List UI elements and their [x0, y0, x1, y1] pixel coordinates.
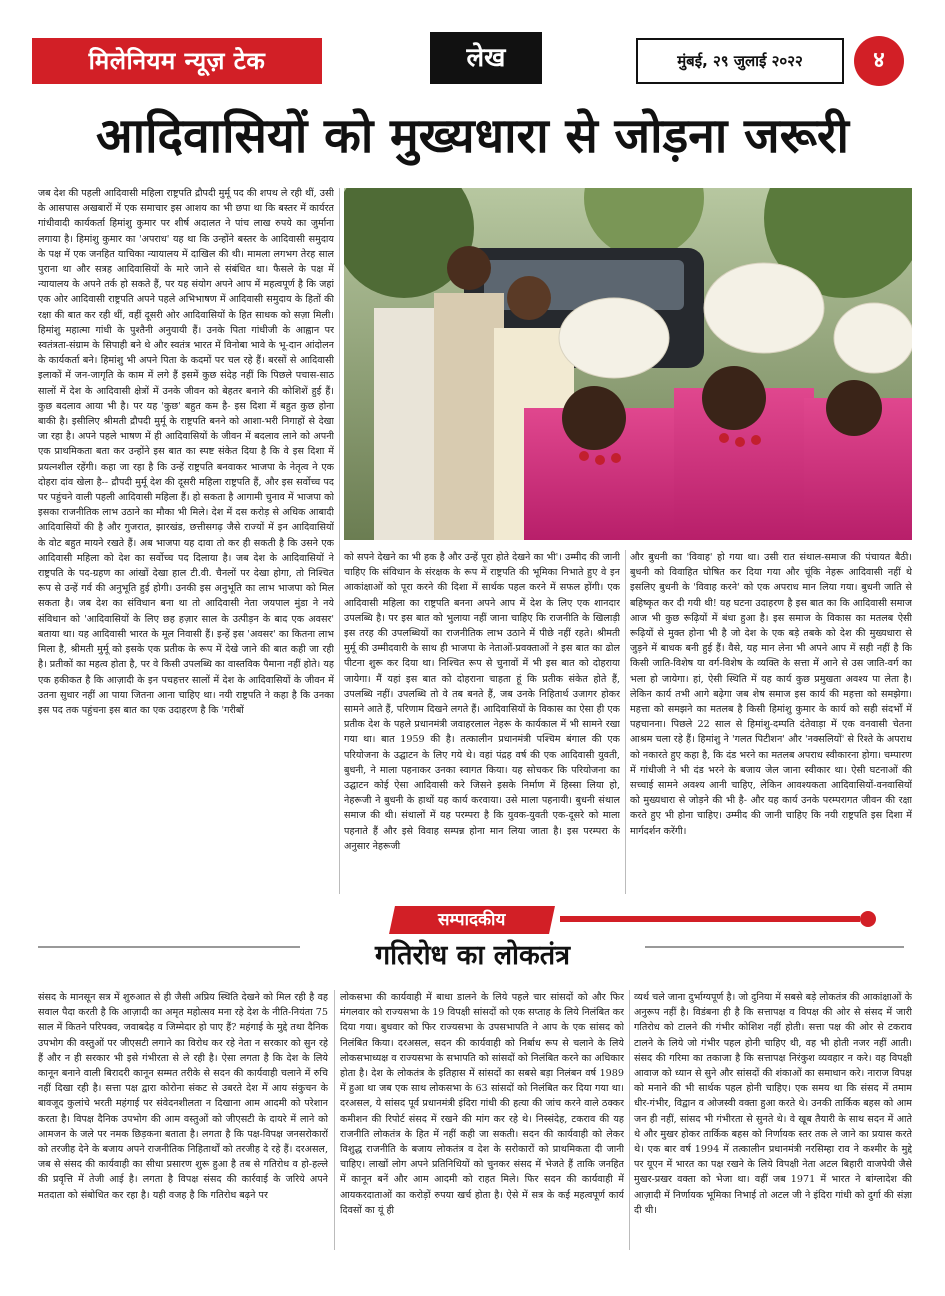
editorial-text: लोकसभा की कार्यवाही में बाधा डालने के लिये पहले चार सांसदों को और फिर मंगलवार को राज्यसभा के 19 विपक्षी सांसदों को एक सप्ताह के लिये निलंबित कर दिया गया। बुधवार को फिर राज्यसभा के उपसभापति ने आप के एक सांसद को निलंबित किया। दरअसल, सदन की कार्यवाही को निर्बाध रूप से चलाने के लिये लोकसभाध्यक्ष व राज्यसभा के सभापति को सांसदों को निलंबित करने का अधिकार होता है। देश के लोकतंत्र के इतिहास में सांसदों का सबसे बड़ा निलंबन वर्ष 1989 में हुआ था जब एक साथ लोकसभा के 63 सांसदों को निलंबित कर दिया गया था। दरअसल, ये सांसद पूर्व प्रधानमंत्री इंदिरा गांधी की हत्या की जांच करने वाले ठक्कर कमीशन की रिपोर्ट संसद में रखने की मांग कर रहे थे। निस्संदेह, टकराव की यह राजनीति लोकतंत्र के हित में नहीं कही जा सकती। सदन की कार्यवाही को लेकर विशुद्ध राजनीति के बजाय लोकतंत्र व देश के सरोकारों को प्राथमिकता दी जानी चाहिए। लाखों लोग अपने प्रतिनिधियों को चुनकर संसद में भेजते हैं ताकि जनहित में कानून बनें और आम आदमी को राहत मिले। फिर सदन की कार्यवाही में आयकरदाताओं का करोड़ों रुपया खर्च होता है। ऐसे में सत्र के कई महत्वपूर्ण कार्य दिवसों का यूं ही: [340, 992, 624, 1216]
dancers-photo-illustration: [344, 188, 912, 540]
article-column-1: [38, 186, 334, 894]
editorial-text: संसद के मानसून सत्र में शुरुआत से ही जैसी अप्रिय स्थिति देखने को मिल रही है वह सवाल पैदा करती है कि आज़ादी का अमृत महोत्सव मना रहे देश के नीति-नियंता 75 साल में कितने परिपक्व, जवाबदेह व जिम्मेदार हो पाए हैं? महंगाई के मुद्दे तथा दैनिक उपभोग की वस्तुओं पर जीएसटी लगाने का विरोध कर रहे नेता न सरकार को सुन रहे हैं और न ही सरकार भी इसे गंभीरता से ले रही है। ऐसा लगता है कि देश के लिये कानून बनाने वाली बिरादरी कानून सम्मत तरीके से सदन की कार्यवाही चलाने में रुचि नहीं दिखा रही है। सत्ता पक्ष द्वारा कोरोना संकट से उबरते देश में आय संकुचन के बावजूद कुलांचे भरती महंगाई पर संवेदनशीलता न दिखाना आम आदमी को परेशान करता है। विपक्ष दैनिक उपभोग की आम वस्तुओं को जीएसटी के दायरे में लाने को आमजन के जले पर नमक छिड़कना बताता है। लगता है कि पक्ष-विपक्ष जनसरोकारों को तरजीह देने के बजाय अपने राजनीतिक निहितार्थों को तरजीह दे रहे हैं। दरअसल, जब से संसद की कार्यवाही का सीधा प्रसारण शुरू हुआ है तब से गतिरोध व हो-हल्ले की प्रवृत्ति में तेजी आई है। लगता है विपक्ष संसद की कार्रवाई के जरिये अपने मतदाता को संबोधित कर रहा है। यही वजह है कि गतिरोध बढ़ने पर: [38, 992, 328, 1201]
page-number: ४: [854, 36, 904, 86]
news-photo: [344, 188, 912, 540]
article-text: जब देश की पहली आदिवासी महिला राष्ट्रपति द्रौपदी मुर्मू पद की शपथ ले रही थीं, उसी के आसपास अखबारों में एक समाचार इस आशय का भी छपा था कि बस्तर में कार्यरत गांधीवादी कार्यकर्ता हिमांशु कुमार पर शीर्ष अदालत ने पांच लाख रुपये का जुर्माना लगाया है। हिमांशु कुमार का 'अपराध' यह था कि उन्होंने बस्तर के आदिवासी समुदाय के पक्ष में एक जनहित याचिका न्यायालय में दाखिल की थी। मामला लगभग तेरह साल पुराना था और सत्रह आदिवासियों के मारे जाने से संबंधित था। फैसले के पक्ष में न्यायालय के अपने तर्क हो सकते हैं, पर यह संयोग अपने आप में महत्वपूर्ण है कि जहां एक ओर आदिवासी राष्ट्रपति अपने पहले अभिभाषण में आदिवासी समुदाय के हितों की रक्षा की बात कर रही थीं, वहीं दूसरी ओर आदिवासियों के हित साधक को सज़ा मिली। हिमांशु महात्मा गांधी के पुश्तैनी अनुयायी हैं। उनके पिता गांधीजी के आह्वान पर स्वतंत्रता-संग्राम के सिपाही बने थे और स्वतंत्र भारत में विनोबा भावे के भू-दान आंदोलन के कार्यकर्ता बने। हिमांशु भी अपने पिता के कदमों पर चल रहे हैं। बरसों से आदिवासी इलाकों में जन-जागृति के काम में लगे हैं इसमें कुछ संदेह नहीं कि पिछले पचास-साठ सालों में देश के आदिवासी क्षेत्रों में उनके जीवन को बेहतर बनाने की कोशिशें हुई हैं। कुछ बदलाव आया भी है। पर यह 'कुछ' बहुत कम है- इस दिशा में बहुत कुछ होना बाकी है। इसीलिए श्रीमती द्रौपदी मुर्मू के राष्ट्रपति बनने को आशा-भरी निगाहों से देखा जा रहा है। अपने पहले भाषण में ही आदिवासियों के जीवन में बदलाव लाने को अपनी एक प्राथमिकता बता कर उन्होंने इस बात का स्पष्ट संकेत दिया है कि वे इस दिशा में प्रयत्नशील रहेंगी। कहा जा रहा है कि उन्हें राष्ट्रपति बनवाकर भाजपा के नेतृत्व ने एक दोहरा दांव खेला है-- द्रौपदी मुर्मू देश की दूसरी महिला राष्ट्रपति हैं, और इस सर्वोच्च पद पर पहुंचने वाली पहली आदिवासी महिला हैं। हो सकता है आगामी चुनाव में भाजपा को इसका राजनीतिक लाभ उठाने का मौका भी मिले। देश में दस करोड़ से अधिक आबादी आदिवासियों की है और गुजरात, झारखंड, छत्तीसगढ़ जैसे राज्यों में इन आदिवासियों के वोट बहुत मायने रखते हैं। अब भाजपा यह दावा तो कर ही सकती है कि उसने एक आदिवासी महिला को देश का सर्वोच्च पद दिलाया है। जब देश के आदिवासियों ने राष्ट्रपति के पद-ग्रहण का आंखों देखा हाल टी.वी. चैनलों पर देखा होगा, तो निश्चित रूप से उन्हें गर्व की अनुभूति हुई होगी। उनकी इस अनुभूति का लाभ भाजपा को मिल सकता है। जब देश का संविधान बना था तो आदिवासी नेता जयपाल मुंडा ने नये संविधान को 'आदिवासियों के लिए छह हज़ार साल के उत्पीड़न के बाद एक अवसर' बताया था। यह आदिवासी भारत के मूल निवासी हैं। इन्हें इस 'अवसर' का कितना लाभ मिला है, श्रीमती मुर्मू को इसके एक प्रतीक के रूप में देखे जाने की बात कही जा रही है। प्रतीकों का महत्व होता है, पर वे किसी उपलब्धि का वास्तविक पैमाना नहीं होते। यह एक हकीकत है कि आज़ादी के इन पचहत्तर सालों में देश के आदिवासियों के जीवन में उतना सुधार नहीं आ पाया जितना आना चाहिए था। नयी राष्ट्रपति ने कहा है कि उनका इस पद तक पहुंचना इस बात का एक उदाहरण है कि 'गरीबों: [38, 188, 334, 716]
column-rule: [339, 188, 340, 894]
editorial-column-3: [634, 990, 912, 1250]
article-column-2: [344, 550, 620, 894]
article-headline: आदिवासियों को मुख्यधारा से जोड़ना जरूरी: [96, 108, 849, 164]
editorial-accent-dot: [860, 911, 876, 927]
editorial-headline: गतिरोध का लोकतंत्र: [300, 936, 645, 976]
masthead: [10, 26, 935, 86]
dateline: मुंबई, २९ जुलाई २०२२: [636, 38, 844, 84]
editorial-label: [389, 906, 555, 934]
article-text: को सपने देखने का भी हक है और उन्हें पूरा होते देखने का भी'। उम्मीद की जानी चाहिए कि संविधान के संरक्षक के रूप में राष्ट्रपति की भूमिका निभाते हुए वे इन आकांक्षाओं को पूरा करने की दिशा में सार्थक पहल करने में सफल होंगी। एक आदिवासी महिला का राष्ट्रपति बनना अपने आप में देश के लिए एक शानदार उपलब्धि है। पर इस बात को भुलाया नहीं जाना चाहिए कि राजनीति के खिलाड़ी इस तरह की उपलब्धियों का राजनीतिक लाभ उठाने में पीछे नहीं रहते। श्रीमती मुर्मू की उम्मीदवारी के साथ ही भाजपा के नेताओं-प्रवक्ताओं ने इस बात का ढोल पीटना शुरू कर दिया था। निश्चित रूप से चुनावों में भी इस बात को दोहराया जायेगा। मैं यहां इस बात को दोहराना चाहता हूं कि प्रतीक संकेत होते हैं, उपलब्धि नहीं। उपलब्धि तो वे तब बनते हैं, जब उनके निहितार्थ उजागर होकर सामने आते हैं, परिणाम दिखने लगते हैं। आदिवासियों के विकास का ऐसा ही एक प्रतीक देश के पहले प्रधानमंत्री जवाहरलाल नेहरू के कार्यकाल में भी सामने रखा गया था। बात 1959 की है। तत्कालीन प्रधानमंत्री पश्चिम बंगाल की एक परियोजना के उद्घाटन के लिए गये थे। वहां पंद्रह वर्ष की एक आदिवासी युवती, बुधनी, ने माला पहनाकर उनका स्वागत किया। यह सोचकर कि परियोजना का उद्घाटन कोई ऐसा आदिवासी करे जिसने इसके निर्माण में हिस्सा लिया हो, नेहरूजी ने बुधनी के हाथों यह कार्य करवाया। उसे माला पहनायी। बुधनी संथाल समाज की थी। संथालों में यह परम्परा है कि युवक-युवती एक-दूसरे को माला पहनाते हैं और इसे विवाह सम्पन्न होना मान लिया जाता है। इस परम्परा के अनुसार नेहरूजी: [344, 552, 620, 852]
editorial-label-text: सम्पादकीय: [438, 910, 506, 930]
editorial-column-2: [340, 990, 624, 1250]
editorial-accent-bar: [560, 916, 860, 922]
editorial-text: व्यर्थ चले जाना दुर्भाग्यपूर्ण है। जो दुनिया में सबसे बड़े लोकतंत्र की आकांक्षाओं के अनुरूप नहीं है। विडंबना ही है कि सत्तापक्ष व विपक्ष की ओर से संसद में जारी गतिरोध को टालने की गंभीर कोशिश नहीं होती। सत्ता पक्ष की ओर से टकराव टालने के लिये जो गंभीर पहल होनी चाहिए थी, वह भी होती नजर नहीं आती। संसद की गरिमा का तकाजा है कि सत्तापक्ष निरंकुश व्यवहार न करे। वह विपक्षी आवाज को ध्यान से सुने और सांसदों की शंकाओं का समाधान करे। नाराज विपक्ष को मनाने की भी सार्थक पहल होनी चाहिए। एक समय था कि संसद में तमाम धीर-गंभीर, विद्वान व ओजस्वी वक्ता हुआ करते थे। उनकी तार्किक बहस को आम जन ही नहीं, सांसद भी गंभीरता से सुनते थे। वे खूब तैयारी के साथ सदन में आते थे और मुखर होकर तार्किक बहस को निर्णायक स्तर तक ले जाने का प्रयास करते थे। एक बार वर्ष 1994 में तत्कालीन प्रधानमंत्री नरसिम्हा राव ने कश्मीर के मुद्दे पर यूएन में भारत का पक्ष रखने के लिये विपक्षी नेता अटल बिहारी वाजपेयी जैसे मुखर-प्रखर वक्ता को भेजा था। वहीं जब 1971 में भारत ने बांग्लादेश की आज़ादी में निर्णायक भूमिका निभाई तो अटल जी ने इंदिरा गांधी को दुर्गा की संज्ञा दी थी।: [634, 992, 912, 1216]
column-rule: [334, 990, 335, 1250]
article-column-3: [630, 550, 912, 894]
article-text: और बुधनी का 'विवाह' हो गया था। उसी रात संथाल-समाज की पंचायत बैठी। बुधनी को विवाहित घोषित कर दिया गया और चूंकि नेहरू आदिवासी नहीं थे इसलिए बुधनी के 'विवाह करने' को एक अपराध मान लिया गया। बुधनी जाति से बहिष्कृत कर दी गयी थी! यह घटना उदाहरण है इस बात का कि आदिवासी समाज आज भी कुछ रूढ़ियों में बंधा हुआ है। इस समाज के विकास का मतलब ऐसी रूढ़ियों से मुक्त होना भी है जो देश के एक बड़े तबके को देश की मुख्यधारा से जुड़ने में बाधक बनी हुई हैं। वैसे, यह मान लेना भी अपने आप में सही नहीं है कि किसी जाति-विशेष या वर्ग-विशेष के व्यक्ति के सत्ता में आने से उस जाति-वर्ग का भला हो जायेगा। हां, ऐसी स्थिति में यह कार्य कुछ प्रमुखता अवश्य पा लेता है। लेकिन कार्य तभी आगे बढ़ेगा जब शेष समाज इस कार्य की महत्ता को समझेगा। महत्ता को समझने का मतलब है किसी हिमांशु कुमार के कार्य को सही संदर्भों में पहचानना। पिछले 22 साल से हिमांशु-दम्पति दंतेवाड़ा में एक वनवासी चेतना आश्रम चला रहे हैं। हिमांशु ने 'गलत पिटीशन' और 'नक्सलियों' से रिश्ते के अपराध को नकारते हुए कहा है, कि दंड भरने का मतलब अपराध स्वीकारना होगा। चम्पारण में गांधीजी ने भी दंड भरने के बजाय जेल जाना स्वीकार था। ऐसी घटनाओं की सच्चाई सामने अवश्य आनी चाहिए, लेकिन आवश्यकता आदिवासियों-वनवासियों को मुख्यधारा से जोड़ने की भी है- और यह कार्य उनके परम्परागत जीवन की रक्षा करते हुए भी होना चाहिए। उम्मीद की जानी चाहिए कि नयी राष्ट्रपति इस दिशा में मार्गदर्शन करेंगी।: [630, 552, 912, 837]
brand-name: मिलेनियम न्यूज़ टेक: [32, 38, 322, 84]
editorial-column-1: [38, 990, 328, 1250]
section-label: लेख: [430, 32, 542, 84]
column-rule: [629, 990, 630, 1250]
column-rule: [625, 550, 626, 894]
